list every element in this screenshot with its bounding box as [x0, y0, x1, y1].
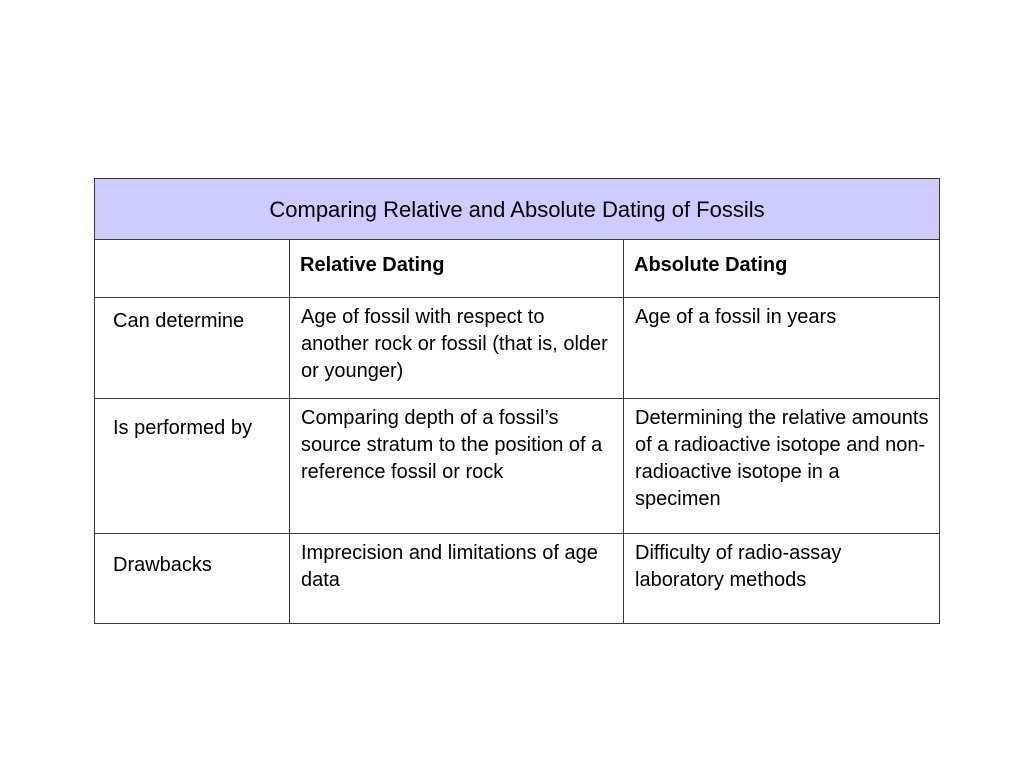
table-row: [95, 399, 940, 534]
table-header-row: [95, 240, 940, 298]
table-title-row: [95, 179, 940, 240]
row-label-is-performed-by: Is performed by: [95, 399, 290, 534]
table-row: [95, 298, 940, 399]
row-label-can-determine: Can determine: [95, 298, 290, 399]
comparison-table: [94, 178, 940, 624]
header-relative-dating: Relative Dating: [290, 240, 624, 298]
cell-absolute-drawbacks: Difficulty of radio-assay laboratory methods: [624, 534, 940, 624]
comparison-table-container: [94, 178, 939, 624]
cell-relative-is-performed-by: Comparing depth of a fossil’s source stratum to the position of a reference fossil or rock: [290, 399, 624, 534]
header-empty-cell: [95, 240, 290, 298]
row-label-drawbacks: Drawbacks: [95, 534, 290, 624]
header-absolute-dating: Absolute Dating: [624, 240, 940, 298]
table-title: Comparing Relative and Absolute Dating of Fossils: [95, 179, 940, 240]
cell-absolute-can-determine: Age of a fossil in years: [624, 298, 940, 399]
cell-relative-can-determine: Age of fossil with respect to another rock or fossil (that is, older or younger): [290, 298, 624, 399]
cell-absolute-is-performed-by: Determining the relative amounts of a radioactive isotope and non-radioactive isotope in a specimen: [624, 399, 940, 534]
cell-relative-drawbacks: Imprecision and limitations of age data: [290, 534, 624, 624]
table-row: [95, 534, 940, 624]
